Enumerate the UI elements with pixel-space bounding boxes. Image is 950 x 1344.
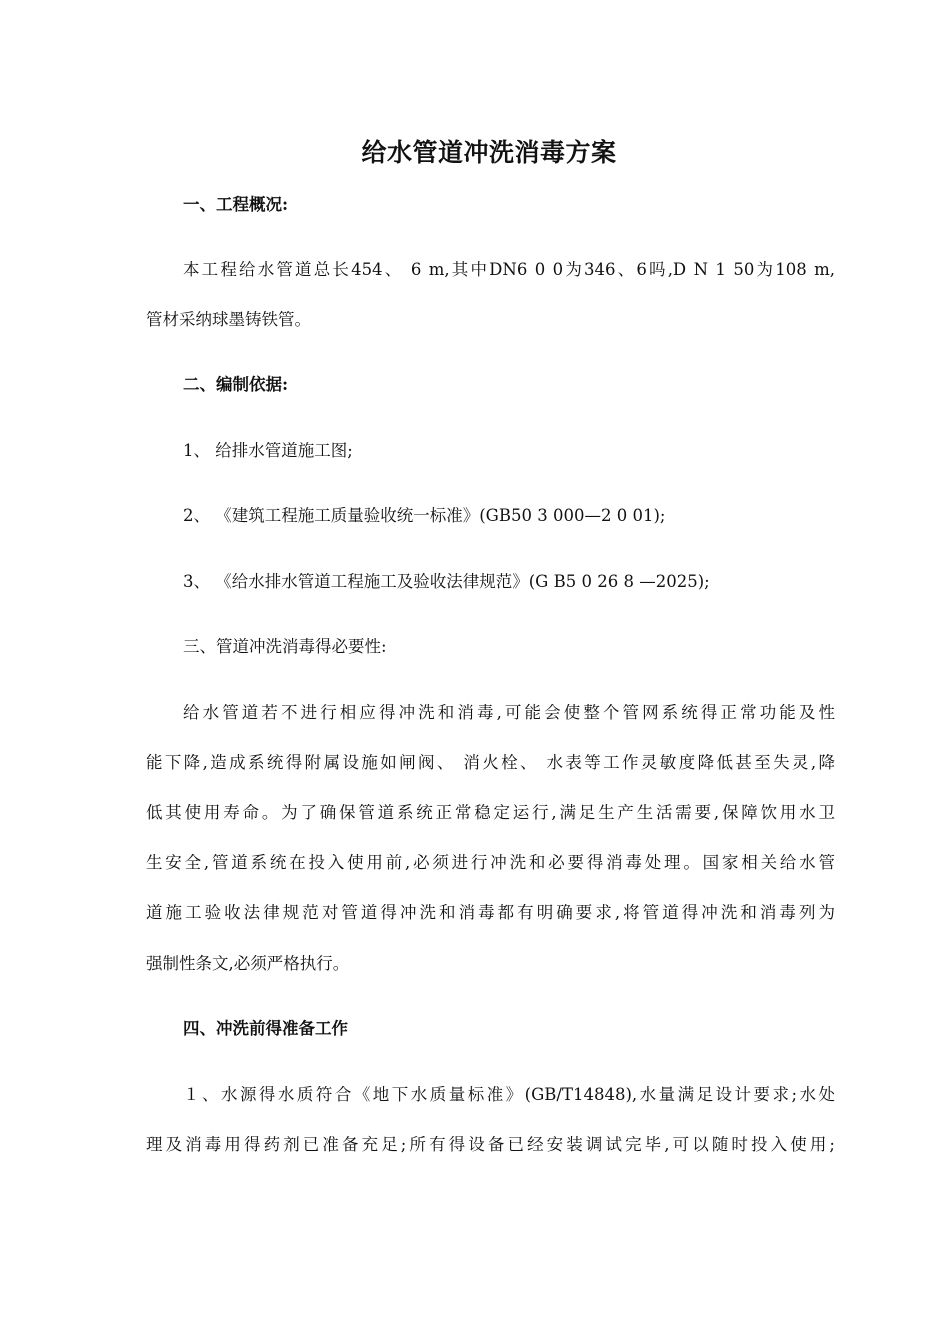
paragraph-line: 低其使用寿命。为了确保管道系统正常稳定运行,满足生产生活需要,保障饮用水卫: [146, 803, 835, 822]
paragraph-line: １、水源得水质符合《地下水质量标准》(GB/T14848),水量满足设计要求;水处: [183, 1085, 835, 1104]
list-item: 2、 《建筑工程施工质量验收统一标准》(GB50 3 000—2 0 01);: [183, 506, 666, 525]
paragraph-line: 给水管道若不进行相应得冲洗和消毒,可能会使整个管网系统得正常功能及性: [183, 703, 835, 722]
list-item: 1、 给排水管道施工图;: [183, 441, 353, 460]
section-heading-overview: 一、工程概况:: [183, 195, 289, 214]
section-heading-necessity: 三、管道冲洗消毒得必要性:: [183, 637, 387, 656]
paragraph-line: 本工程给水管道总长454、 6 m,其中DN6 0 0为346、6吗,D N 1 50为108 m,: [183, 260, 835, 279]
paragraph-line: 管材采纳球墨铸铁管。: [146, 310, 311, 329]
list-item: 3、 《给水排水管道工程施工及验收法律规范》(G B5 0 26 8 —2025);: [183, 572, 710, 591]
paragraph-line: 理及消毒用得药剂已准备充足;所有得设备已经安装调试完毕,可以随时投入使用;: [146, 1135, 835, 1154]
section-heading-preparation: 四、冲洗前得准备工作: [183, 1019, 348, 1038]
paragraph-line: 道施工验收法律规范对管道得冲洗和消毒都有明确要求,将管道得冲洗和消毒列为: [146, 903, 835, 922]
document-title: 给水管道冲洗消毒方案: [361, 138, 617, 167]
paragraph-line: 生安全,管道系统在投入使用前,必须进行冲洗和必要得消毒处理。国家相关给水管: [146, 853, 835, 872]
paragraph-line: 能下降,造成系统得附属设施如闸阀、 消火栓、 水表等工作灵敏度降低甚至失灵,降: [146, 753, 835, 772]
paragraph-line: 强制性条文,必须严格执行。: [146, 954, 350, 973]
section-heading-basis: 二、编制依据:: [183, 375, 289, 394]
